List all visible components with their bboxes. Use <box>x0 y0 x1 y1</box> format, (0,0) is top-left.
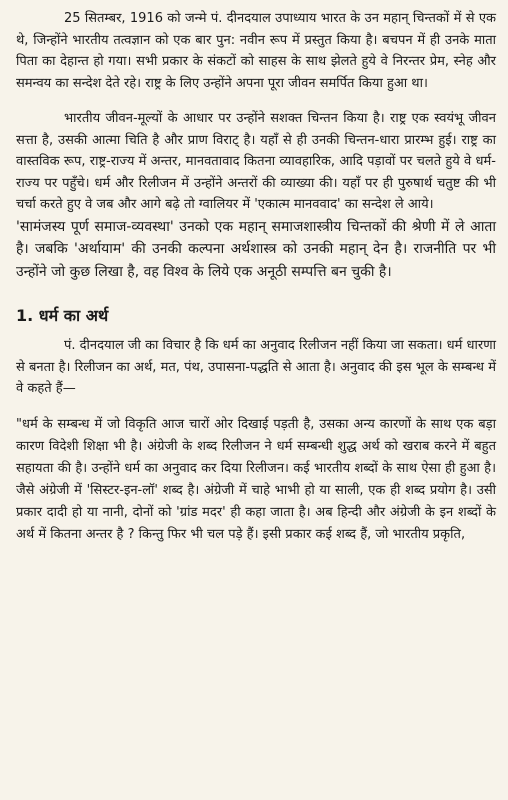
section-heading: 1. धर्म का अर्थ <box>16 306 109 325</box>
intro-paragraph: 25 सितम्बर, 1916 को जन्मे पं. दीनदयाल उपाध्याय भारत के उन महान् चिन्तकों में से एक थे, जिन्होंने भारतीय तत्वज्ञान को एक बार पुन: नवीन रूप में प्रस्तुत किया है। बचपन में ही उनके माता पिता का देहान्त हो गया। सभी प्रकार के संकटों को साहस के साथ झेलते हुये वे निरन्तर प्रेम, स्नेह और समन्वय का सन्देश देते रहे। राष्ट्र के लिए उन्होंने अपना पूरा जीवन समर्पित किया हुआ था। <box>16 11 496 91</box>
dharma-paragraph: पं. दीनदयाल जी का विचार है कि धर्म का अनुवाद रिलीजन नहीं किया जा सकता। धर्म धारणा से बनता है। रिलीजन का अर्थ, मत, पंथ, उपासना-पद्धति से आता है। अनुवाद की इस भूल के सम्बन्ध में वे कहते हैं— <box>16 338 496 396</box>
philosophy-paragraph: भारतीय जीवन-मूल्यों के आधार पर उन्होंने सशक्त चिन्तन किया है। राष्ट्र एक स्वयंभू जीवन सत्ता है, उसकी आत्मा चिति है और प्राण विराट् है। यहाँ से ही उनकी चिन्तन-धारा प्रारम्भ हुई। राष्ट्र का वास्तविक रूप, राष्ट्र-राज्य में अन्तर, मानवतावाद कितना व्यावहारिक, आदि पड़ावों पर चलते हुये वे धर्म-राज्य पर पहुँचे। धर्म और रिलीजन में उन्होंने अन्तरों की व्याख्या की। यहाँ पर ही पुरुषार्थ चतुष्ट की भी चर्चा करते हुए वे जब और आगे बढ़े तो ग्वालियर में 'एकात्म मानववाद' का सन्देश ले आये। <box>16 111 496 212</box>
quotation-paragraph: "धर्म के सम्बन्ध में जो विकृति आज चारों ओर दिखाई पड़ती है, उसका अन्य कारणों के साथ एक बड़ा कारण विदेशी शिक्षा भी है। अंग्रेजी के शब्द रिलीजन ने धर्म सम्बन्धी शुद्ध अर्थ को खराब करने में बहुत सहायता की है। उन्होंने धर्म का अनुवाद कर दिया रिलीजन। कई भारतीय शब्दों के साथ ऐसा ही हुआ है। जैसे अंग्रेजी में 'सिस्टर-इन-लॉ' शब्द है। अंग्रेजी में चाहे भाभी हो या साली, एक ही शब्द प्रयोग है। उसी प्रकार दादी हो या नानी, दोनों को 'ग्रांड मदर' ही कहा जाता है। अब हिन्दी और अंग्रेजी के इन शब्दों के अर्थ में कितना अन्तर है ? किन्तु फिर भी चल पड़े हैं। इसी प्रकार कई शब्द हैं, जो भारतीय प्रकृति, <box>16 416 496 542</box>
philosophy-section <box>16 108 496 283</box>
philosophy-paragraph-continued: 'सामंजस्य पूर्ण समाज-व्यवस्था' उनको एक महान् समाजशास्त्रीय चिन्तकों की श्रेणी में ले आता है। जबकि 'अर्थायाम' की उनकी कल्पना अर्थशास्त्र को उनकी महान् देन है। राजनीति पर भी उन्होंने जो कुछ लिखा है, वह विश्व के लिये एक अनूठी सम्पत्ति बन चुकी है। <box>16 218 496 280</box>
